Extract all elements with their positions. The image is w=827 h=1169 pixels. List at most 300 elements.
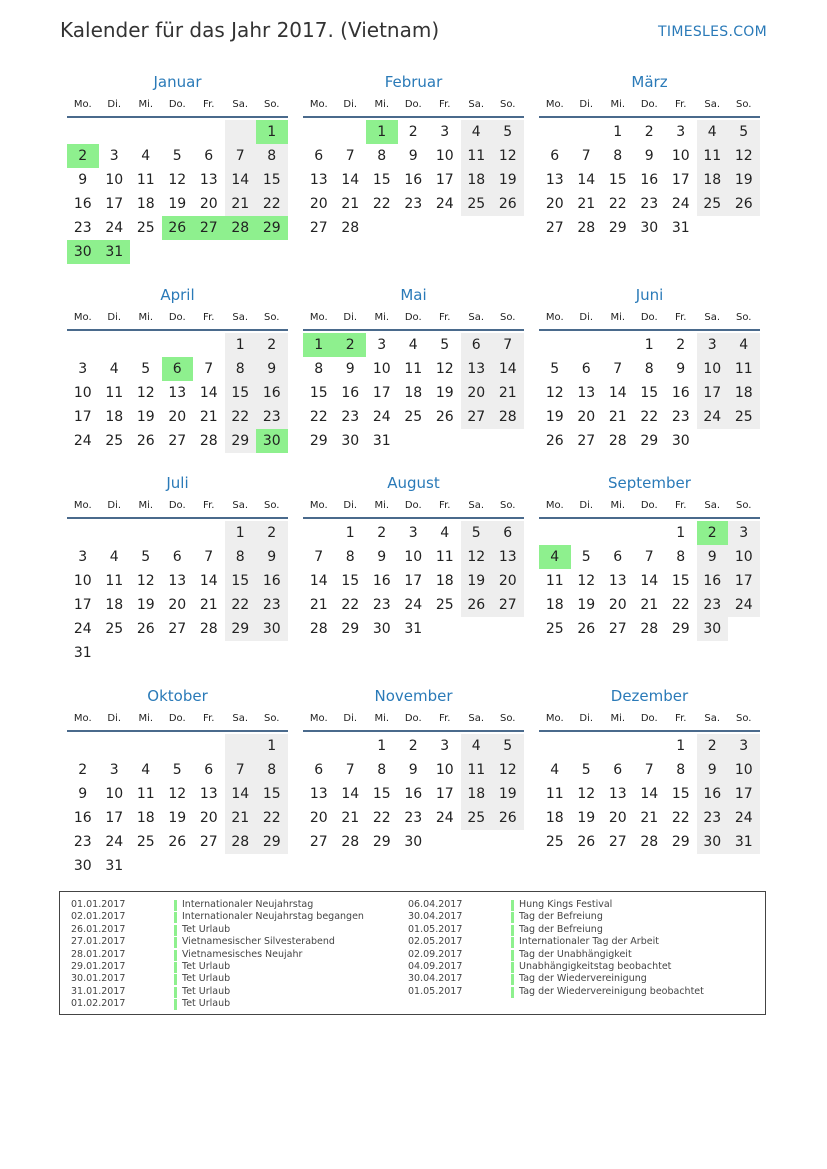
day-cell: 24 <box>404 597 423 613</box>
weekday-label: Di. <box>107 312 122 323</box>
day-cell: 17 <box>697 381 729 405</box>
empty-day <box>162 120 194 144</box>
legend-date: 06.04.2017 <box>408 899 463 910</box>
day-cell: 6 <box>461 333 493 357</box>
day-cell: 27 <box>168 621 187 637</box>
day-cell: 12 <box>577 786 596 802</box>
day-cell: 10 <box>697 357 729 381</box>
day-cell: 20 <box>309 196 328 212</box>
day-cell: 26 <box>577 621 596 637</box>
day-cell: 11 <box>404 361 423 377</box>
weekday-header <box>67 307 288 331</box>
day-cell: 3 <box>440 124 450 140</box>
day-cell: 4 <box>109 549 119 565</box>
weekday-header <box>67 708 288 732</box>
day-cell: 7 <box>345 762 355 778</box>
day-cell: 24 <box>728 593 760 617</box>
weekday-label: Sa. <box>468 99 485 110</box>
brand-link[interactable]: TIMESLES.COM <box>658 24 767 40</box>
day-cell: 20 <box>545 196 564 212</box>
day-cell: 4 <box>141 148 151 164</box>
day-cell: 14 <box>341 786 360 802</box>
day-cell: 4 <box>141 762 151 778</box>
day-cell: 16 <box>73 810 92 826</box>
legend-holiday-name: Internationaler Tag der Arbeit <box>519 936 659 948</box>
holiday-day: 2 <box>335 333 367 357</box>
day-grid <box>303 333 524 453</box>
day-cell: 14 <box>309 573 328 589</box>
day-cell: 2 <box>408 124 418 140</box>
weekday-header <box>539 495 760 519</box>
legend-date: 02.09.2017 <box>408 948 463 960</box>
day-cell: 5 <box>172 762 182 778</box>
day-cell: 19 <box>492 168 524 192</box>
weekday-header <box>303 495 524 519</box>
day-cell: 10 <box>728 758 760 782</box>
legend-row <box>71 899 364 911</box>
day-cell: 16 <box>372 573 391 589</box>
holiday-marker <box>511 962 514 973</box>
holiday-marker <box>511 937 514 948</box>
day-cell: 8 <box>377 148 387 164</box>
month-name: Mai <box>400 286 427 304</box>
day-cell: 3 <box>440 738 450 754</box>
day-cell: 2 <box>676 337 686 353</box>
weekday-header <box>303 94 524 118</box>
day-cell: 9 <box>697 545 729 569</box>
day-cell: 27 <box>309 834 328 850</box>
weekday-label: Do. <box>168 99 186 110</box>
day-cell: 3 <box>676 124 686 140</box>
day-cell: 4 <box>728 333 760 357</box>
empty-day <box>193 521 225 545</box>
day-cell: 12 <box>136 385 155 401</box>
day-cell: 19 <box>168 810 187 826</box>
day-cell: 28 <box>577 220 596 236</box>
day-grid <box>67 120 288 264</box>
weekday-label: Fr. <box>203 99 215 110</box>
day-cell: 17 <box>728 782 760 806</box>
day-cell: 26 <box>461 593 493 617</box>
month-3 <box>539 70 760 240</box>
day-cell: 7 <box>345 148 355 164</box>
holiday-day: 26 <box>162 216 194 240</box>
day-cell: 13 <box>608 573 627 589</box>
day-cell: 15 <box>372 786 391 802</box>
day-cell: 5 <box>440 337 450 353</box>
weekday-label: Do. <box>640 312 658 323</box>
day-grid <box>67 521 288 665</box>
holiday-marker <box>511 912 514 923</box>
day-cell: 20 <box>168 597 187 613</box>
legend-row <box>71 998 364 1010</box>
day-cell: 11 <box>461 144 493 168</box>
day-cell: 9 <box>78 172 88 188</box>
day-cell: 7 <box>204 549 214 565</box>
day-cell: 30 <box>73 858 92 874</box>
day-cell: 10 <box>73 385 92 401</box>
weekday-label: Di. <box>343 312 358 323</box>
legend-holiday-name: Tag der Befreiung <box>519 911 603 923</box>
weekday-header <box>539 307 760 331</box>
empty-day <box>303 120 335 144</box>
day-cell: 23 <box>697 593 729 617</box>
day-cell: 3 <box>408 525 418 541</box>
holiday-marker <box>174 950 177 961</box>
day-cell: 28 <box>199 621 218 637</box>
legend-date: 30.01.2017 <box>71 973 126 985</box>
day-cell: 26 <box>492 192 524 216</box>
legend-row <box>408 961 704 973</box>
day-cell: 15 <box>341 573 360 589</box>
day-cell: 23 <box>640 196 659 212</box>
day-cell: 21 <box>225 806 257 830</box>
day-cell: 13 <box>309 786 328 802</box>
empty-day <box>303 734 335 758</box>
weekday-label: Fr. <box>675 500 687 511</box>
day-cell: 28 <box>492 405 524 429</box>
day-cell: 13 <box>545 172 564 188</box>
weekday-label: Sa. <box>704 99 721 110</box>
weekday-label: Do. <box>404 713 422 724</box>
day-cell: 19 <box>435 385 454 401</box>
day-cell: 20 <box>309 810 328 826</box>
day-cell: 1 <box>613 124 623 140</box>
day-cell: 1 <box>225 333 257 357</box>
day-cell: 14 <box>492 357 524 381</box>
weekday-label: Sa. <box>468 312 485 323</box>
day-cell: 1 <box>225 521 257 545</box>
month-name: November <box>374 687 453 705</box>
empty-day <box>67 734 99 758</box>
weekday-label: So. <box>264 500 280 511</box>
day-cell: 13 <box>168 573 187 589</box>
weekday-label: Di. <box>579 500 594 511</box>
holiday-marker <box>174 900 177 911</box>
day-cell: 13 <box>608 786 627 802</box>
day-cell: 20 <box>461 381 493 405</box>
month-name: Juli <box>166 474 189 492</box>
day-cell: 7 <box>644 549 654 565</box>
day-cell: 23 <box>372 597 391 613</box>
legend-holiday-name: Tag der Wiedervereinigung <box>519 973 647 985</box>
day-cell: 6 <box>581 361 591 377</box>
day-cell: 9 <box>697 758 729 782</box>
day-grid <box>539 120 760 240</box>
weekday-label: So. <box>500 312 516 323</box>
day-cell: 31 <box>372 433 391 449</box>
legend-holiday-name: Hung Kings Festival <box>519 899 613 910</box>
day-cell: 23 <box>697 806 729 830</box>
day-cell: 26 <box>577 834 596 850</box>
day-cell: 24 <box>105 834 124 850</box>
day-cell: 9 <box>377 549 387 565</box>
day-cell: 24 <box>372 409 391 425</box>
day-cell: 22 <box>671 597 690 613</box>
day-cell: 19 <box>577 597 596 613</box>
weekday-label: Mi. <box>610 713 626 724</box>
day-cell: 30 <box>671 433 690 449</box>
day-cell: 22 <box>640 409 659 425</box>
legend-holiday-name: Vietnamesischer Silvesterabend <box>182 936 335 948</box>
page-title: Kalender für das Jahr 2017. (Vietnam) <box>60 18 440 42</box>
day-cell: 1 <box>644 337 654 353</box>
day-cell: 8 <box>256 758 288 782</box>
day-cell: 21 <box>492 381 524 405</box>
day-cell: 19 <box>136 597 155 613</box>
weekday-label: Fr. <box>675 713 687 724</box>
empty-day <box>193 333 225 357</box>
day-cell: 23 <box>404 810 423 826</box>
day-cell: 10 <box>435 762 454 778</box>
weekday-label: So. <box>736 99 752 110</box>
day-cell: 2 <box>644 124 654 140</box>
day-cell: 28 <box>640 834 659 850</box>
weekday-label: Mi. <box>610 500 626 511</box>
day-cell: 18 <box>435 573 454 589</box>
empty-day <box>602 521 634 545</box>
day-cell: 28 <box>341 834 360 850</box>
day-cell: 8 <box>676 549 686 565</box>
day-cell: 1 <box>377 738 387 754</box>
day-cell: 21 <box>577 196 596 212</box>
day-cell: 24 <box>435 196 454 212</box>
day-cell: 22 <box>309 409 328 425</box>
day-cell: 17 <box>73 597 92 613</box>
legend-date: 28.01.2017 <box>71 948 126 960</box>
legend-holiday-name: Tet Urlaub <box>182 973 231 985</box>
day-cell: 2 <box>377 525 387 541</box>
legend-row <box>408 899 704 911</box>
empty-day <box>539 734 571 758</box>
day-cell: 31 <box>404 621 423 637</box>
day-cell: 13 <box>168 385 187 401</box>
legend-date: 26.01.2017 <box>71 923 126 935</box>
day-cell: 2 <box>256 521 288 545</box>
day-cell: 17 <box>105 196 124 212</box>
day-cell: 29 <box>341 621 360 637</box>
month-9 <box>539 471 760 641</box>
holiday-day: 2 <box>697 521 729 545</box>
empty-day <box>335 120 367 144</box>
empty-day <box>162 521 194 545</box>
weekday-label: Sa. <box>468 713 485 724</box>
day-cell: 13 <box>309 172 328 188</box>
day-cell: 24 <box>105 220 124 236</box>
day-cell: 5 <box>141 549 151 565</box>
month-name: Oktober <box>147 687 208 705</box>
month-7 <box>67 471 288 665</box>
weekday-label: Di. <box>107 713 122 724</box>
legend-column-right <box>408 899 704 998</box>
day-cell: 11 <box>136 172 155 188</box>
legend-date: 29.01.2017 <box>71 960 126 972</box>
day-cell: 25 <box>435 597 454 613</box>
weekday-label: Fr. <box>439 312 451 323</box>
weekday-label: Mo. <box>309 99 328 110</box>
day-cell: 8 <box>676 762 686 778</box>
day-cell: 11 <box>435 549 454 565</box>
empty-day <box>571 734 603 758</box>
day-cell: 27 <box>608 621 627 637</box>
day-cell: 25 <box>136 220 155 236</box>
day-cell: 12 <box>545 385 564 401</box>
day-cell: 21 <box>341 810 360 826</box>
legend-row <box>71 936 364 948</box>
day-cell: 2 <box>697 734 729 758</box>
empty-day <box>602 333 634 357</box>
weekday-header <box>539 708 760 732</box>
day-grid <box>67 734 288 878</box>
day-cell: 7 <box>314 549 324 565</box>
day-cell: 30 <box>697 617 729 641</box>
day-cell: 6 <box>314 148 324 164</box>
day-cell: 28 <box>309 621 328 637</box>
day-cell: 2 <box>408 738 418 754</box>
day-cell: 18 <box>461 782 493 806</box>
day-cell: 11 <box>105 573 124 589</box>
weekday-label: Sa. <box>232 312 249 323</box>
day-cell: 24 <box>73 433 92 449</box>
day-cell: 16 <box>256 381 288 405</box>
empty-day <box>99 734 131 758</box>
weekday-label: Fr. <box>439 713 451 724</box>
day-cell: 25 <box>545 621 564 637</box>
weekday-label: Mo. <box>73 312 92 323</box>
day-cell: 27 <box>492 593 524 617</box>
day-cell: 15 <box>372 172 391 188</box>
legend-date: 31.01.2017 <box>71 985 126 997</box>
day-cell: 19 <box>492 782 524 806</box>
month-2 <box>303 70 524 240</box>
weekday-label: Mi. <box>374 312 390 323</box>
holiday-day: 2 <box>67 144 99 168</box>
day-cell: 28 <box>640 621 659 637</box>
legend-holiday-name: Tag der Unabhängigkeit <box>519 948 632 960</box>
day-cell: 18 <box>136 196 155 212</box>
day-cell: 21 <box>199 597 218 613</box>
weekday-header <box>303 307 524 331</box>
month-4 <box>67 283 288 453</box>
month-10 <box>67 684 288 878</box>
day-cell: 6 <box>204 762 214 778</box>
empty-day <box>539 120 571 144</box>
day-cell: 4 <box>550 762 560 778</box>
month-name: Januar <box>153 73 202 91</box>
day-cell: 7 <box>204 361 214 377</box>
day-cell: 22 <box>372 196 391 212</box>
weekday-label: Mo. <box>545 99 564 110</box>
day-cell: 29 <box>671 834 690 850</box>
day-cell: 21 <box>608 409 627 425</box>
day-cell: 20 <box>608 597 627 613</box>
day-cell: 16 <box>640 172 659 188</box>
empty-day <box>539 521 571 545</box>
weekday-label: Fr. <box>203 312 215 323</box>
holiday-marker <box>511 974 514 985</box>
holiday-marker <box>511 900 514 911</box>
day-cell: 26 <box>136 621 155 637</box>
day-cell: 29 <box>372 834 391 850</box>
empty-day <box>99 521 131 545</box>
day-cell: 22 <box>256 192 288 216</box>
weekday-label: Fr. <box>439 500 451 511</box>
day-cell: 4 <box>109 361 119 377</box>
day-cell: 11 <box>461 758 493 782</box>
day-cell: 27 <box>608 834 627 850</box>
day-cell: 18 <box>105 597 124 613</box>
legend-holiday-name: Tet Urlaub <box>182 998 231 1010</box>
legend-row <box>71 924 364 936</box>
empty-day <box>99 120 131 144</box>
legend-row <box>408 949 704 961</box>
day-cell: 16 <box>404 786 423 802</box>
empty-day <box>130 734 162 758</box>
day-cell: 22 <box>341 597 360 613</box>
day-cell: 17 <box>728 569 760 593</box>
day-cell: 7 <box>225 144 257 168</box>
day-cell: 13 <box>199 172 218 188</box>
day-cell: 9 <box>256 545 288 569</box>
holiday-day: 28 <box>225 216 257 240</box>
holiday-marker <box>174 999 177 1010</box>
weekday-label: So. <box>736 312 752 323</box>
day-grid <box>539 521 760 641</box>
empty-day <box>130 120 162 144</box>
empty-day <box>634 521 666 545</box>
day-cell: 14 <box>640 573 659 589</box>
weekday-label: Mo. <box>545 312 564 323</box>
day-cell: 12 <box>728 144 760 168</box>
weekday-label: Mo. <box>309 500 328 511</box>
weekday-label: Do. <box>640 713 658 724</box>
month-name: Februar <box>384 73 443 91</box>
day-cell: 12 <box>168 786 187 802</box>
day-cell: 16 <box>404 172 423 188</box>
day-grid <box>303 120 524 240</box>
day-cell: 24 <box>671 196 690 212</box>
day-cell: 5 <box>172 148 182 164</box>
day-cell: 19 <box>168 196 187 212</box>
day-cell: 12 <box>435 361 454 377</box>
weekday-label: Mi. <box>138 500 154 511</box>
day-cell: 27 <box>199 834 218 850</box>
day-cell: 18 <box>136 810 155 826</box>
day-cell: 7 <box>581 148 591 164</box>
day-cell: 18 <box>461 168 493 192</box>
day-cell: 23 <box>256 405 288 429</box>
day-cell: 17 <box>671 172 690 188</box>
day-cell: 12 <box>168 172 187 188</box>
day-cell: 6 <box>204 148 214 164</box>
empty-day <box>193 120 225 144</box>
day-cell: 30 <box>404 834 423 850</box>
weekday-label: So. <box>264 312 280 323</box>
day-cell: 8 <box>377 762 387 778</box>
legend-date: 01.05.2017 <box>408 923 463 935</box>
weekday-label: Sa. <box>704 713 721 724</box>
day-grid <box>303 734 524 854</box>
weekday-label: Mo. <box>73 500 92 511</box>
day-cell: 12 <box>461 545 493 569</box>
holiday-day: 1 <box>366 120 398 144</box>
weekday-label: Sa. <box>468 500 485 511</box>
day-cell: 23 <box>404 196 423 212</box>
holiday-marker <box>174 974 177 985</box>
day-cell: 29 <box>225 617 257 641</box>
day-cell: 17 <box>435 786 454 802</box>
day-cell: 15 <box>608 172 627 188</box>
